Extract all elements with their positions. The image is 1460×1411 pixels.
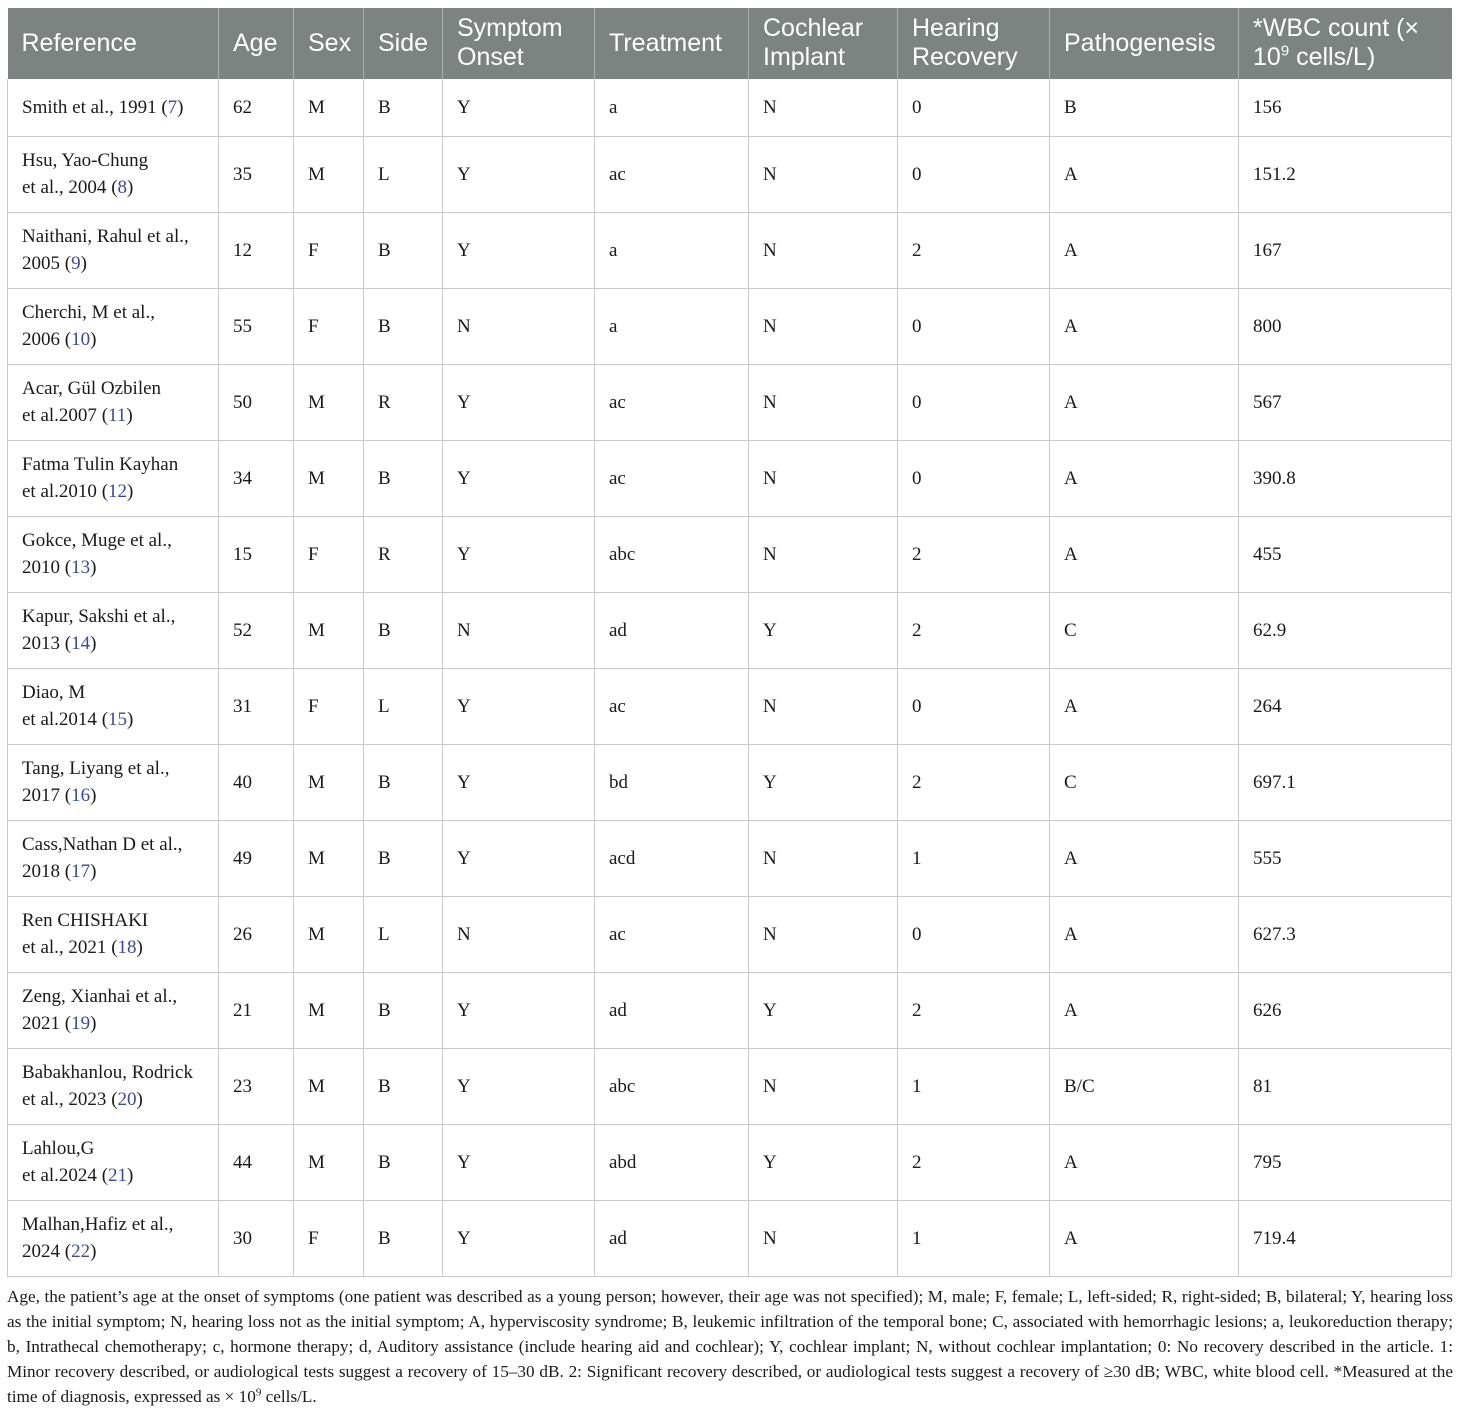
- hearing-recovery-cell: 2: [898, 1124, 1050, 1200]
- symptom-onset-cell: Y: [443, 440, 595, 516]
- table-row: [8, 592, 1452, 668]
- symptom-onset-cell: Y: [443, 744, 595, 820]
- cochlear-implant-cell: N: [749, 212, 898, 288]
- pathogenesis-cell: A: [1050, 972, 1239, 1048]
- sex-cell: M: [294, 1124, 364, 1200]
- citation-link[interactable]: 9: [71, 253, 81, 274]
- header-hearing-recovery: Hearing Recovery: [898, 8, 1050, 79]
- side-cell: B: [364, 1048, 443, 1124]
- pathogenesis-cell: A: [1050, 212, 1239, 288]
- reference-text: Tang, Liyang et al.,: [22, 758, 170, 779]
- reference-cell: Gokce, Muge et al., 2010 (13): [8, 516, 219, 592]
- table-body: [8, 79, 1452, 1276]
- table-row: [8, 79, 1452, 136]
- header-cochlear-implant: Cochlear Implant: [749, 8, 898, 79]
- pathogenesis-cell: A: [1050, 440, 1239, 516]
- reference-cell: Cass,Nathan D et al., 2018 (17): [8, 820, 219, 896]
- symptom-onset-cell: Y: [443, 516, 595, 592]
- symptom-onset-cell: Y: [443, 136, 595, 212]
- age-cell: 62: [219, 79, 294, 136]
- wbc-count-cell: 151.2: [1239, 136, 1452, 212]
- pathogenesis-cell: A: [1050, 1124, 1239, 1200]
- sex-cell: M: [294, 136, 364, 212]
- reference-text-line2: 2013: [22, 633, 60, 654]
- sex-cell: F: [294, 212, 364, 288]
- wbc-count-cell: 800: [1239, 288, 1452, 364]
- table-row: [8, 516, 1452, 592]
- cochlear-implant-cell: N: [749, 1048, 898, 1124]
- reference-text: Cass,Nathan D et al.,: [22, 834, 183, 855]
- reference-text: Smith et al., 1991: [22, 96, 157, 118]
- reference-cell: Acar, Gül Ozbilen et al.2007 (11): [8, 364, 219, 440]
- reference-text-line2: 2021: [22, 1013, 60, 1034]
- table-row: [8, 364, 1452, 440]
- header-treatment: Treatment: [595, 8, 749, 79]
- treatment-cell: ad: [595, 972, 749, 1048]
- symptom-onset-cell: Y: [443, 1124, 595, 1200]
- sex-cell: M: [294, 1048, 364, 1124]
- wbc-count-cell: 455: [1239, 516, 1452, 592]
- citation-link[interactable]: 15: [108, 709, 128, 730]
- table-row: [8, 212, 1452, 288]
- hearing-recovery-cell: 1: [898, 1048, 1050, 1124]
- wbc-count-cell: 167: [1239, 212, 1452, 288]
- header-sex: Sex: [294, 8, 364, 79]
- treatment-cell: ad: [595, 592, 749, 668]
- treatment-cell: ac: [595, 136, 749, 212]
- table-row: [8, 972, 1452, 1048]
- treatment-cell: ac: [595, 896, 749, 972]
- cochlear-implant-cell: N: [749, 516, 898, 592]
- table-row: [8, 440, 1452, 516]
- cochlear-implant-cell: Y: [749, 1124, 898, 1200]
- table-row: [8, 1124, 1452, 1200]
- sex-cell: M: [294, 592, 364, 668]
- symptom-onset-cell: Y: [443, 1048, 595, 1124]
- reference-text: Malhan,Hafiz et al.,: [22, 1214, 174, 1235]
- pathogenesis-cell: A: [1050, 820, 1239, 896]
- wbc-count-cell: 626: [1239, 972, 1452, 1048]
- side-cell: R: [364, 364, 443, 440]
- side-cell: B: [364, 1200, 443, 1276]
- reference-text: Gokce, Muge et al.,: [22, 530, 172, 551]
- reference-cell: Babakhanlou, Rodrick et al., 2023 (20): [8, 1048, 219, 1124]
- side-cell: B: [364, 1124, 443, 1200]
- sex-cell: M: [294, 364, 364, 440]
- age-cell: 31: [219, 668, 294, 744]
- side-cell: B: [364, 288, 443, 364]
- treatment-cell: ad: [595, 1200, 749, 1276]
- symptom-onset-cell: Y: [443, 79, 595, 136]
- symptom-onset-cell: Y: [443, 972, 595, 1048]
- table-row: [8, 136, 1452, 212]
- reference-text-line2: 2005: [22, 253, 60, 274]
- wbc-count-cell: 567: [1239, 364, 1452, 440]
- hearing-recovery-cell: 2: [898, 744, 1050, 820]
- sex-cell: M: [294, 820, 364, 896]
- wbc-count-cell: 719.4: [1239, 1200, 1452, 1276]
- side-cell: B: [364, 744, 443, 820]
- sex-cell: F: [294, 1200, 364, 1276]
- reference-text: Diao, M: [22, 682, 86, 703]
- reference-text-line2: et al., 2004: [22, 177, 107, 198]
- symptom-onset-cell: Y: [443, 820, 595, 896]
- reference-text-line2: 2018: [22, 861, 60, 882]
- cochlear-implant-cell: N: [749, 79, 898, 136]
- symptom-onset-cell: Y: [443, 668, 595, 744]
- side-cell: B: [364, 972, 443, 1048]
- reference-cell: Hsu, Yao-Chung et al., 2004 (8): [8, 136, 219, 212]
- header-pathogenesis: Pathogenesis: [1050, 8, 1239, 79]
- side-cell: B: [364, 440, 443, 516]
- age-cell: 40: [219, 744, 294, 820]
- side-cell: R: [364, 516, 443, 592]
- treatment-cell: ac: [595, 440, 749, 516]
- table-row: [8, 896, 1452, 972]
- cochlear-implant-cell: Y: [749, 972, 898, 1048]
- reference-cell: Naithani, Rahul et al., 2005 (9): [8, 212, 219, 288]
- reference-text: Naithani, Rahul et al.,: [22, 226, 189, 247]
- reference-cell: Smith et al., 1991 (7): [8, 79, 219, 136]
- sex-cell: F: [294, 288, 364, 364]
- hearing-recovery-cell: 2: [898, 516, 1050, 592]
- pathogenesis-cell: A: [1050, 288, 1239, 364]
- hearing-recovery-cell: 1: [898, 820, 1050, 896]
- treatment-cell: ac: [595, 668, 749, 744]
- reference-cell: Malhan,Hafiz et al., 2024 (22): [8, 1200, 219, 1276]
- reference-cell: Cherchi, M et al., 2006 (10): [8, 288, 219, 364]
- pathogenesis-cell: B: [1050, 79, 1239, 136]
- table-row: [8, 288, 1452, 364]
- symptom-onset-cell: N: [443, 288, 595, 364]
- table-row: [8, 1048, 1452, 1124]
- table-row: [8, 820, 1452, 896]
- age-cell: 35: [219, 136, 294, 212]
- symptom-onset-cell: Y: [443, 212, 595, 288]
- reference-text-line2: et al., 2023: [22, 1089, 107, 1110]
- symptom-onset-cell: N: [443, 592, 595, 668]
- sex-cell: M: [294, 79, 364, 136]
- hearing-recovery-cell: 0: [898, 136, 1050, 212]
- citation-link[interactable]: 8: [117, 177, 128, 198]
- case-table: [7, 8, 1452, 1277]
- table-header: [8, 8, 1452, 79]
- data-table-container: [7, 8, 1451, 1277]
- reference-text: Cherchi, M et al.,: [22, 302, 155, 323]
- wbc-count-cell: 62.9: [1239, 592, 1452, 668]
- hearing-recovery-cell: 2: [898, 212, 1050, 288]
- sex-cell: F: [294, 516, 364, 592]
- age-cell: 44: [219, 1124, 294, 1200]
- treatment-cell: bd: [595, 744, 749, 820]
- citation-link[interactable]: 19: [71, 1013, 91, 1034]
- hearing-recovery-cell: 0: [898, 896, 1050, 972]
- header-row: [8, 8, 1452, 79]
- pathogenesis-cell: A: [1050, 136, 1239, 212]
- age-cell: 55: [219, 288, 294, 364]
- hearing-recovery-cell: 0: [898, 668, 1050, 744]
- sex-cell: F: [294, 668, 364, 744]
- reference-text-line2: 2024: [22, 1241, 60, 1262]
- citation-link[interactable]: 11: [108, 405, 127, 426]
- reference-cell: Tang, Liyang et al., 2017 (16): [8, 744, 219, 820]
- wbc-count-cell: 81: [1239, 1048, 1452, 1124]
- citation-link[interactable]: 18: [117, 937, 137, 958]
- age-cell: 52: [219, 592, 294, 668]
- sex-cell: M: [294, 440, 364, 516]
- citation-link[interactable]: 22: [71, 1241, 91, 1262]
- reference-cell: Fatma Tulin Kayhan et al.2010 (12): [8, 440, 219, 516]
- pathogenesis-cell: A: [1050, 516, 1239, 592]
- table-row: [8, 744, 1452, 820]
- reference-text: Kapur, Sakshi et al.,: [22, 606, 176, 627]
- reference-text: Hsu, Yao-Chung: [22, 150, 149, 171]
- reference-cell: Diao, M et al.2014 (15): [8, 668, 219, 744]
- side-cell: B: [364, 212, 443, 288]
- table-row: [8, 1200, 1452, 1276]
- cochlear-implant-cell: N: [749, 288, 898, 364]
- pathogenesis-cell: A: [1050, 896, 1239, 972]
- reference-cell: Zeng, Xianhai et al., 2021 (19): [8, 972, 219, 1048]
- citation-link[interactable]: 17: [71, 861, 91, 882]
- pathogenesis-cell: A: [1050, 668, 1239, 744]
- cochlear-implant-cell: N: [749, 440, 898, 516]
- citation-link[interactable]: 12: [108, 481, 128, 502]
- wbc-count-cell: 555: [1239, 820, 1452, 896]
- treatment-cell: acd: [595, 820, 749, 896]
- wbc-count-cell: 795: [1239, 1124, 1452, 1200]
- side-cell: L: [364, 668, 443, 744]
- hearing-recovery-cell: 0: [898, 440, 1050, 516]
- pathogenesis-cell: A: [1050, 364, 1239, 440]
- age-cell: 12: [219, 212, 294, 288]
- side-cell: L: [364, 136, 443, 212]
- reference-text-line2: et al.2014: [22, 709, 97, 730]
- pathogenesis-cell: C: [1050, 744, 1239, 820]
- wbc-count-cell: 264: [1239, 668, 1452, 744]
- age-cell: 30: [219, 1200, 294, 1276]
- table-row: [8, 668, 1452, 744]
- pathogenesis-cell: A: [1050, 1200, 1239, 1276]
- hearing-recovery-cell: 1: [898, 1200, 1050, 1276]
- pathogenesis-cell: B/C: [1050, 1048, 1239, 1124]
- cochlear-implant-cell: N: [749, 1200, 898, 1276]
- reference-text: Lahlou,G: [22, 1138, 95, 1159]
- age-cell: 49: [219, 820, 294, 896]
- treatment-cell: ac: [595, 364, 749, 440]
- reference-text-line2: 2017: [22, 785, 60, 806]
- side-cell: B: [364, 820, 443, 896]
- hearing-recovery-cell: 0: [898, 288, 1050, 364]
- reference-text: Fatma Tulin Kayhan: [22, 454, 179, 475]
- citation-link[interactable]: 16: [71, 785, 91, 806]
- hearing-recovery-cell: 0: [898, 79, 1050, 136]
- pathogenesis-cell: C: [1050, 592, 1239, 668]
- reference-text-line2: et al.2007: [22, 405, 97, 426]
- reference-text-line2: 2010: [22, 557, 60, 578]
- cochlear-implant-cell: N: [749, 820, 898, 896]
- header-reference: Reference: [8, 8, 219, 79]
- reference-cell: Kapur, Sakshi et al., 2013 (14): [8, 592, 219, 668]
- reference-text: Babakhanlou, Rodrick: [22, 1062, 193, 1083]
- wbc-count-cell: 697.1: [1239, 744, 1452, 820]
- wbc-count-cell: 627.3: [1239, 896, 1452, 972]
- treatment-cell: a: [595, 288, 749, 364]
- treatment-cell: a: [595, 79, 749, 136]
- hearing-recovery-cell: 2: [898, 592, 1050, 668]
- treatment-cell: abc: [595, 1048, 749, 1124]
- reference-text-line2: et al.2024: [22, 1165, 97, 1186]
- symptom-onset-cell: Y: [443, 364, 595, 440]
- age-cell: 23: [219, 1048, 294, 1124]
- citation-link[interactable]: 20: [117, 1089, 137, 1110]
- side-cell: B: [364, 79, 443, 136]
- reference-cell: Lahlou,G et al.2024 (21): [8, 1124, 219, 1200]
- table-footnote: Age, the patient’s age at the onset of symptoms (one patient was described as a young person; however, their age was not specified); M, male; F, female; L, left-sided; R, right-sided; B, bilateral; Y, hearing loss as the initial symptom; N, hearing loss not as the initial symptom; A, hyperviscosity syndrome; B, leukemic infiltration of the temporal bone; C, associated with hemorrhagic lesions; a, leukoreduction therapy; b, Intrathecal chemotherapy; c, hormone therapy; d, Auditory assistance (include hearing aid and cochlear); Y, cochlear implant; N, without cochlear implantation; 0: No recovery described in the article. 1: Minor recovery described, or audiological tests suggest a recovery of 15–30 dB. 2: Significant recovery described, or audiological tests suggest a recovery of ≥30 dB; WBC, white blood cell. *Measured at the time of diagnosis, expressed as × $10^9$ cells/L.: [7, 1287, 1453, 1406]
- age-cell: 50: [219, 364, 294, 440]
- citation-link[interactable]: 21: [108, 1165, 128, 1186]
- cochlear-implant-cell: N: [749, 364, 898, 440]
- citation-link[interactable]: 13: [71, 557, 91, 578]
- cochlear-implant-cell: N: [749, 136, 898, 212]
- reference-cell: Ren CHISHAKI et al., 2021 (18): [8, 896, 219, 972]
- reference-text: Ren CHISHAKI: [22, 910, 149, 931]
- header-age: Age: [219, 8, 294, 79]
- header-symptom-onset: Symptom Onset: [443, 8, 595, 79]
- reference-text-line2: et al.2010: [22, 481, 97, 502]
- header-side: Side: [364, 8, 443, 79]
- citation-link[interactable]: 7: [167, 96, 178, 118]
- side-cell: B: [364, 592, 443, 668]
- reference-text-line2: et al., 2021: [22, 937, 107, 958]
- reference-text: Zeng, Xianhai et al.,: [22, 986, 178, 1007]
- cochlear-implant-cell: Y: [749, 592, 898, 668]
- header-wbc-count: *WBC count (× $10^9$ cells/L): [1239, 8, 1452, 79]
- age-cell: 26: [219, 896, 294, 972]
- cochlear-implant-cell: N: [749, 896, 898, 972]
- age-cell: 34: [219, 440, 294, 516]
- sex-cell: M: [294, 744, 364, 820]
- age-cell: 15: [219, 516, 294, 592]
- treatment-cell: abc: [595, 516, 749, 592]
- hearing-recovery-cell: 0: [898, 364, 1050, 440]
- cochlear-implant-cell: Y: [749, 744, 898, 820]
- side-cell: L: [364, 896, 443, 972]
- age-cell: 21: [219, 972, 294, 1048]
- reference-text: Acar, Gül Ozbilen: [22, 378, 162, 399]
- sex-cell: M: [294, 896, 364, 972]
- symptom-onset-cell: Y: [443, 1200, 595, 1276]
- treatment-cell: a: [595, 212, 749, 288]
- citation-link[interactable]: 14: [71, 633, 91, 654]
- sex-cell: M: [294, 972, 364, 1048]
- wbc-count-cell: 390.8: [1239, 440, 1452, 516]
- symptom-onset-cell: N: [443, 896, 595, 972]
- cochlear-implant-cell: N: [749, 668, 898, 744]
- reference-text-line2: 2006: [22, 329, 60, 350]
- treatment-cell: abd: [595, 1124, 749, 1200]
- hearing-recovery-cell: 2: [898, 972, 1050, 1048]
- citation-link[interactable]: 10: [71, 329, 91, 350]
- wbc-count-cell: 156: [1239, 79, 1452, 136]
